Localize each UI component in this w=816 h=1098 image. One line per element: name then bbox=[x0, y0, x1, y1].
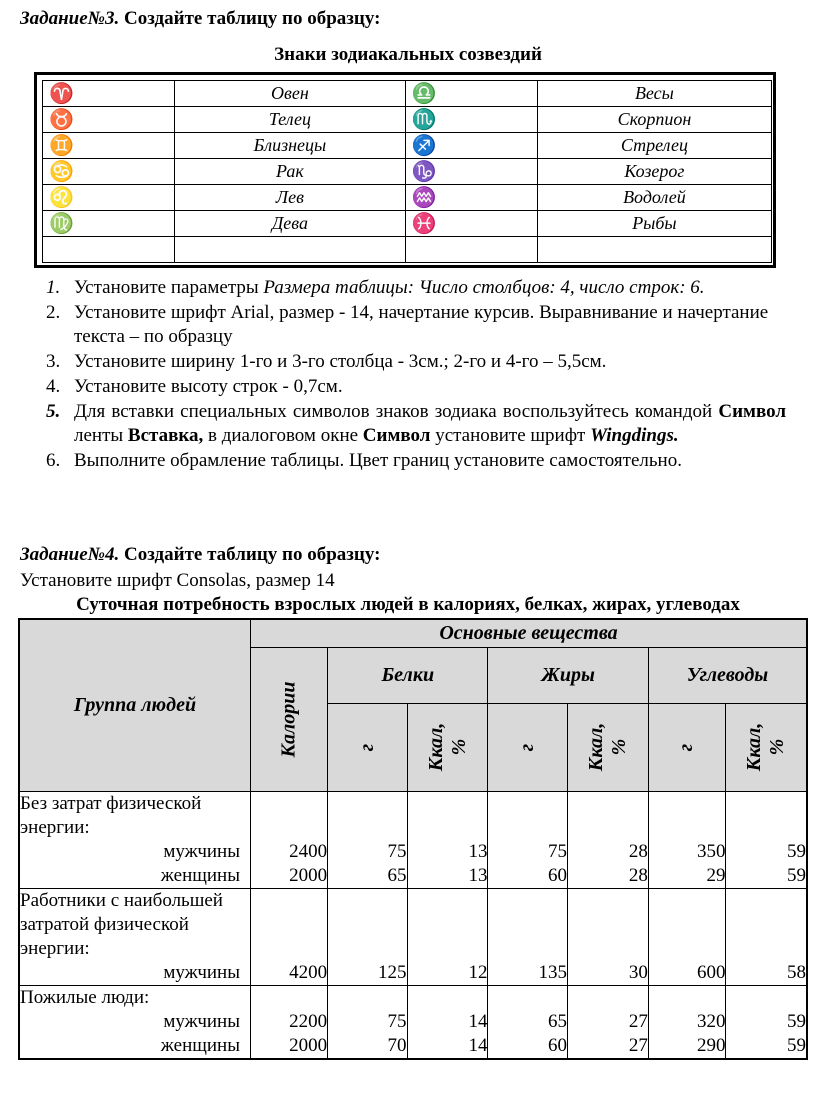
step-2 bbox=[40, 301, 786, 349]
header-proteins: Белки bbox=[328, 647, 488, 703]
task3-title: Создайте таблицу по образцу: bbox=[124, 8, 381, 29]
header-g-cell bbox=[328, 703, 407, 791]
value-cell-pg bbox=[328, 888, 407, 985]
zodiac-sign-icon: ♒ bbox=[405, 185, 537, 211]
value-cell-fg bbox=[488, 791, 567, 888]
step-5 bbox=[40, 400, 786, 448]
subgroup-label: женщины bbox=[160, 1034, 240, 1056]
zodiac-name: Рак bbox=[175, 159, 406, 185]
value: 12 bbox=[468, 961, 488, 983]
zodiac-name: Овен bbox=[175, 81, 406, 107]
task4-title: Создайте таблицу по образцу: bbox=[124, 544, 381, 565]
zodiac-name: Телец bbox=[175, 107, 406, 133]
zodiac-sign-icon: ♍ bbox=[43, 211, 175, 237]
value-cell-fg bbox=[488, 888, 567, 985]
zodiac-name: Весы bbox=[537, 81, 771, 107]
zodiac-sign-icon: ♈ bbox=[43, 81, 175, 107]
header-kcal: Ккал, % bbox=[424, 722, 470, 772]
header-fats: Жиры bbox=[488, 647, 648, 703]
value: 28 bbox=[628, 840, 648, 862]
zodiac-row bbox=[43, 185, 772, 211]
value-cell-cg bbox=[648, 791, 726, 888]
step-bold-text: Вставка, bbox=[127, 425, 204, 446]
step-text: Для вставки специальных символов знаков зодиака воспользуйтесь командой bbox=[74, 401, 719, 422]
zodiac-table-frame bbox=[34, 72, 776, 268]
step-italic-text: Размера таблицы: Число столбцов: 4, число строк: 6. bbox=[263, 277, 705, 298]
value-cell-cal bbox=[250, 985, 327, 1059]
value-cell-cal bbox=[250, 888, 327, 985]
value: 27 bbox=[628, 1034, 648, 1056]
zodiac-name: Дева bbox=[175, 211, 406, 237]
value-cell-fk bbox=[567, 985, 648, 1059]
zodiac-row bbox=[43, 211, 772, 237]
header-g: г bbox=[355, 743, 378, 751]
header-g: г bbox=[675, 743, 698, 751]
step-text: Установите параметры bbox=[74, 277, 264, 298]
zodiac-name: Стрелец bbox=[537, 133, 771, 159]
task3-heading bbox=[20, 8, 380, 30]
value: 65 bbox=[387, 864, 407, 886]
zodiac-sign-icon: ♊ bbox=[43, 133, 175, 159]
value: 2200 bbox=[289, 1010, 328, 1032]
zodiac-sign-icon: ♉ bbox=[43, 107, 175, 133]
header-kcal-cell bbox=[407, 703, 488, 791]
value: 2400 bbox=[289, 840, 328, 862]
value-cell-pk bbox=[407, 888, 488, 985]
value: 2000 bbox=[289, 864, 328, 886]
header-calories: Калории bbox=[277, 680, 300, 758]
header-g-cell bbox=[648, 703, 726, 791]
zodiac-row bbox=[43, 107, 772, 133]
header-kcal-cell bbox=[567, 703, 648, 791]
value-cell-pk bbox=[407, 791, 488, 888]
zodiac-sign-icon: ♐ bbox=[405, 133, 537, 159]
value-cell-cg bbox=[648, 888, 726, 985]
group-cell bbox=[19, 888, 250, 985]
value: 13 bbox=[468, 864, 488, 886]
value: 14 bbox=[468, 1034, 488, 1056]
value: 125 bbox=[378, 961, 407, 983]
step-text: установите шрифт bbox=[430, 425, 591, 446]
value: 59 bbox=[787, 1034, 806, 1056]
step-number: 4. bbox=[46, 376, 61, 397]
header-g-cell bbox=[488, 703, 567, 791]
group-name: Работники с наибольшей затратой физической энергии: bbox=[20, 889, 223, 959]
header-kcal: Ккал, % bbox=[743, 722, 789, 772]
header-kcal-cell bbox=[726, 703, 807, 791]
step-bold-text: Символ bbox=[718, 401, 786, 422]
task4-font-line: Установите шрифт Consolas, размер 14 bbox=[20, 570, 335, 591]
step-4 bbox=[40, 375, 786, 399]
subgroup-label: мужчины bbox=[163, 840, 240, 862]
subgroup-label: мужчины bbox=[163, 1010, 240, 1032]
step-number: 6. bbox=[46, 450, 61, 471]
group-row bbox=[19, 985, 807, 1059]
value-cell-cg bbox=[648, 985, 726, 1059]
value: 65 bbox=[547, 1010, 567, 1032]
zodiac-name: Лев bbox=[175, 185, 406, 211]
empty-cell bbox=[43, 237, 175, 263]
zodiac-sign-icon: ♎ bbox=[405, 81, 537, 107]
step-1 bbox=[40, 276, 786, 300]
task3-label: Задание№3. bbox=[20, 8, 120, 29]
zodiac-name: Козерог bbox=[537, 159, 771, 185]
zodiac-name: Рыбы bbox=[537, 211, 771, 237]
step-number: 1. bbox=[46, 277, 61, 298]
value: 29 bbox=[706, 864, 726, 886]
subgroup-label: женщины bbox=[160, 864, 240, 886]
header-kcal: Ккал, % bbox=[584, 722, 630, 772]
zodiac-sign-icon: ♏ bbox=[405, 107, 537, 133]
value: 59 bbox=[787, 864, 806, 886]
step-text: ленты bbox=[74, 425, 128, 446]
value-cell-cal bbox=[250, 791, 327, 888]
group-name: Пожилые люди: bbox=[20, 986, 150, 1008]
group-name: Без затрат физической энергии: bbox=[20, 792, 202, 838]
zodiac-row bbox=[43, 159, 772, 185]
empty-cell bbox=[537, 237, 771, 263]
value: 59 bbox=[787, 1010, 806, 1032]
value: 2000 bbox=[289, 1034, 328, 1056]
header-group: Группа людей bbox=[19, 619, 250, 791]
task4-label: Задание№4. bbox=[20, 544, 120, 565]
step-text: Выполните обрамление таблицы. Цвет границ установите самостоятельно. bbox=[74, 450, 682, 471]
value-cell-pg bbox=[328, 791, 407, 888]
header-main-substances: Основные вещества bbox=[250, 619, 807, 647]
zodiac-sign-icon: ♑ bbox=[405, 159, 537, 185]
empty-cell bbox=[175, 237, 406, 263]
zodiac-table-title: Знаки зодиакальных созвездий bbox=[274, 44, 542, 65]
step-6 bbox=[40, 449, 786, 473]
value: 135 bbox=[538, 961, 567, 983]
zodiac-empty-row bbox=[43, 237, 772, 263]
zodiac-sign-icon: ♓ bbox=[405, 211, 537, 237]
value-cell-fk bbox=[567, 791, 648, 888]
step-number: 3. bbox=[46, 351, 61, 372]
value-cell-ck bbox=[726, 791, 807, 888]
step-3 bbox=[40, 350, 786, 374]
value: 350 bbox=[696, 840, 726, 862]
task3-steps bbox=[40, 276, 786, 474]
step-number: 2. bbox=[46, 302, 61, 323]
header-calories-cell bbox=[250, 647, 327, 791]
value: 30 bbox=[628, 961, 648, 983]
value: 59 bbox=[787, 840, 806, 862]
zodiac-sign-icon: ♌ bbox=[43, 185, 175, 211]
zodiac-name: Водолей bbox=[537, 185, 771, 211]
value-cell-pg bbox=[328, 985, 407, 1059]
zodiac-name: Близнецы bbox=[175, 133, 406, 159]
value: 70 bbox=[387, 1034, 407, 1056]
value: 58 bbox=[787, 961, 806, 983]
zodiac-sign-icon: ♋ bbox=[43, 159, 175, 185]
subgroup-label: мужчины bbox=[163, 961, 240, 983]
group-row bbox=[19, 888, 807, 985]
value: 75 bbox=[387, 1010, 407, 1032]
value: 14 bbox=[468, 1010, 488, 1032]
step-bold-text: Символ bbox=[362, 425, 431, 446]
step-text: Установите шрифт Arial, размер - 14, начертание курсив. Выравнивание и начертание текста – по образцу bbox=[74, 302, 769, 347]
value: 4200 bbox=[289, 961, 328, 983]
empty-cell bbox=[405, 237, 537, 263]
calorie-table-title: Суточная потребность взрослых людей в калориях, белках, жирах, углеводах bbox=[76, 594, 740, 615]
task4-heading bbox=[20, 544, 380, 566]
group-cell bbox=[19, 791, 250, 888]
value: 60 bbox=[547, 1034, 567, 1056]
group-row bbox=[19, 791, 807, 888]
zodiac-table bbox=[42, 80, 772, 263]
zodiac-row bbox=[43, 81, 772, 107]
value: 75 bbox=[547, 840, 567, 862]
value-cell-ck bbox=[726, 888, 807, 985]
value: 320 bbox=[696, 1010, 726, 1032]
value: 28 bbox=[628, 864, 648, 886]
group-cell bbox=[19, 985, 250, 1059]
value: 290 bbox=[696, 1034, 726, 1056]
value-cell-fk bbox=[567, 888, 648, 985]
zodiac-row bbox=[43, 133, 772, 159]
value: 27 bbox=[628, 1010, 648, 1032]
value: 75 bbox=[387, 840, 407, 862]
header-g: г bbox=[516, 743, 539, 751]
step-text: в диалоговом окне bbox=[203, 425, 363, 446]
step-text: Установите высоту строк - 0,7см. bbox=[74, 376, 343, 397]
step-text: Установите ширину 1-го и 3-го столбца - 3см.; 2-го и 4-го – 5,5см. bbox=[74, 351, 607, 372]
step-bold-italic-text: Wingdings. bbox=[590, 425, 679, 446]
header-carbs: Углеводы bbox=[648, 647, 807, 703]
value-cell-pk bbox=[407, 985, 488, 1059]
value-cell-fg bbox=[488, 985, 567, 1059]
zodiac-name: Скорпион bbox=[537, 107, 771, 133]
value: 600 bbox=[696, 961, 726, 983]
value-cell-ck bbox=[726, 985, 807, 1059]
calorie-table bbox=[18, 618, 808, 1060]
value: 13 bbox=[468, 840, 488, 862]
step-number: 5. bbox=[46, 401, 61, 422]
value: 60 bbox=[547, 864, 567, 886]
